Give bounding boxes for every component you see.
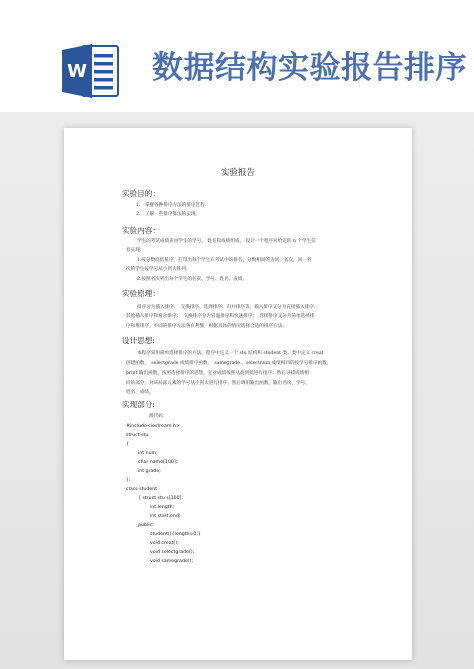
code-line: class student xyxy=(126,487,158,492)
page-title: 数据结构实验报告排序 xyxy=(152,50,467,86)
section-heading-design: 设计思想: xyxy=(122,336,155,345)
purpose-item: 1. 掌握各种排序方法的排序过程； xyxy=(136,203,210,208)
code-line: int grade; xyxy=(138,469,161,474)
purpose-item: 2. 了解一些排序算法的实现。 xyxy=(136,212,201,217)
principle-line: 序和堆排序。不同的排序方法各有利弊，根据具体的情况选择合适的排序方法。 xyxy=(126,324,287,329)
section-heading-principle: 实验原理： xyxy=(122,289,160,298)
content-line: 次的学生按学号从小到大排列。 xyxy=(126,267,191,272)
code-line: public: xyxy=(138,523,154,528)
code-line: int num; xyxy=(138,451,158,456)
code-line: void creat(); xyxy=(150,541,179,546)
document-title: 实验报告 xyxy=(220,168,255,178)
code-line: int start,end; xyxy=(150,514,181,519)
design-line: 同的部分，对该局部元素的学号从小到大进行排序。然后调用输出函数，输出名次、学号、 xyxy=(126,381,310,386)
code-line: { struct stu s[100]; xyxy=(138,496,183,501)
code-line: char name[100]; xyxy=(138,460,178,465)
design-line: 本程序采用简单选择排序的方法。程序中定义一个 stu 结构和 student 类。类中定义 creat xyxy=(137,351,324,356)
content-line: 2.按照名次列出每个学生的名次、学号、姓名、成绩。 xyxy=(137,277,248,282)
word-icon xyxy=(60,40,122,102)
word-logo-letter: W xyxy=(67,61,87,82)
banner xyxy=(0,0,474,118)
section-heading-implementation: 实现部分: xyxy=(122,400,155,409)
code-line: struct stu xyxy=(126,433,149,438)
principle-line: 其他插入排序和希尔排序； 交换排序分为冒泡排序和快速排序； 选择排序又分为简单选择排 xyxy=(126,314,315,319)
code-line: int length; xyxy=(150,505,175,510)
code-line: void samegrade(); xyxy=(150,559,194,564)
section-heading-purpose: 实验目的： xyxy=(122,189,160,198)
content-line: 1.按分数高低排序，打印出每个学生在考试中的排名，分数相同的为同一名次，同一名 xyxy=(137,258,312,263)
code-label: 源代码： xyxy=(149,414,168,419)
document-page xyxy=(64,128,412,660)
principle-line: 排序分为插入排序、 交换排序、选择排序、归并排序等。插入排序又分为直接插入排序、 xyxy=(137,305,319,310)
design-line: 姓名、成绩。 xyxy=(126,390,154,395)
content-line: 息实现： xyxy=(126,248,145,253)
section-heading-content: 实验内容： xyxy=(122,226,160,235)
code-line: void selectgrade(); xyxy=(150,550,195,555)
code-line: }; xyxy=(126,478,131,483)
code-line: student(){length=0;} xyxy=(150,532,201,537)
code-line: { xyxy=(126,442,129,447)
code-line: #include<iostream.h> xyxy=(126,424,180,429)
design-line: print 输出函数。按照选择排序的思想，先对成绩按照从高到低进行排序；然后寻找成绩相 xyxy=(126,371,309,376)
content-line: 学生的考试成绩表由学生的学号、 姓名和成绩组成， 设计一个程序对给定的 n 个学生信 xyxy=(137,239,316,244)
design-line: 创建函数， selectgrade 成绩排序函数， samegrade 、selectnum 成绩相同的按学号排序函数， xyxy=(126,361,332,366)
